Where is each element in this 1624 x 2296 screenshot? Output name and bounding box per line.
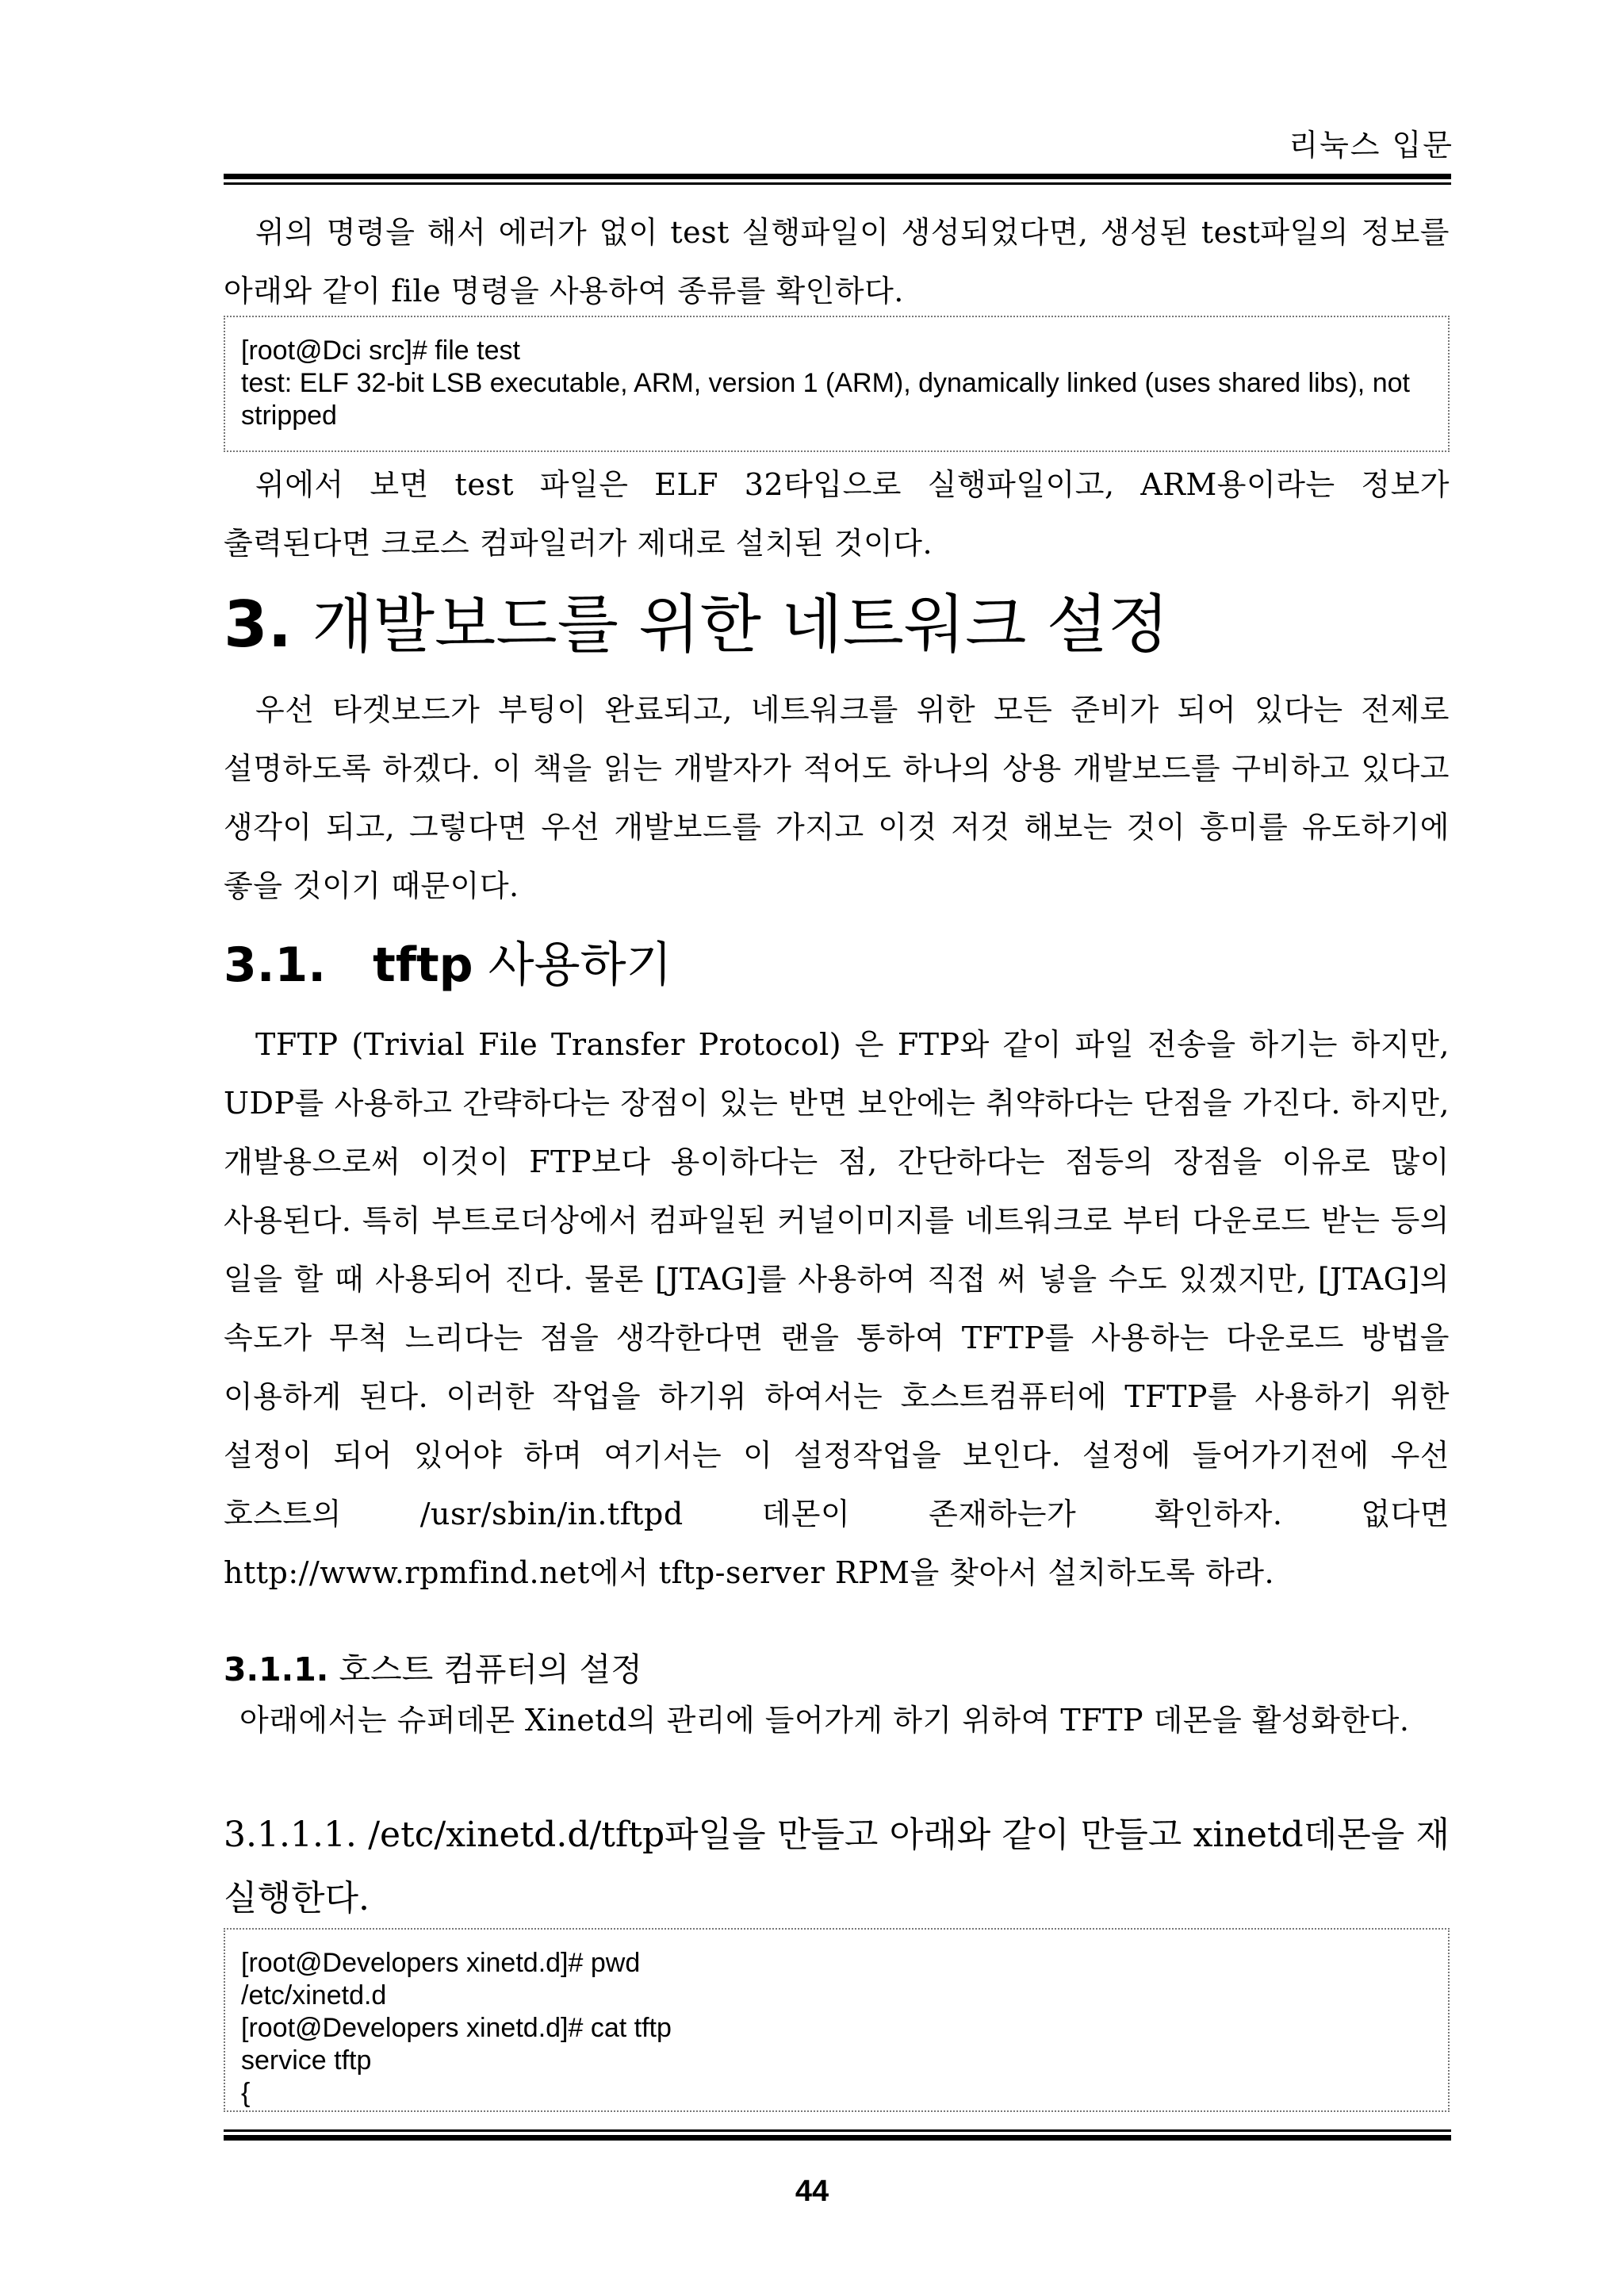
paragraph-tftp-description: TFTP (Trivial File Transfer Protocol) 은 FTP와 같이 파일 전송을 하기는 하지만, UDP를 사용하고 간략하다는 장점이 있는 반면 보안에는 취약하다는 단점을 가진다. 하지만, 개발용으로써 이것이 FTP보다 용이하다는 점, 간단하다는 점등의 장점을 이유로 많이 사용된다. 특히 부트로더상에서 컴파일된 커널이미지를 네트워크로 부터 다운로드 받는 등의 일을 할 때 사용되어 진다. 물론 [JTAG]를 사용하여 직접 써 넣을 수도 있겠지만, [JTAG]의 속도가 무척 느리다는 점을 생각한다면 랜을 통하여 TFTP를 사용하는 다운로드 방법을 이용하게 된다. 이러한 작업을 하기위 하여서는 호스트컴퓨터에 TFTP를 사용하기 위한 설정이 되어 있어야 하며 여기서는 이 설정작업을 보인다. 설정에 들어가기전에 우선 호스트의 /usr/sbin/in.tftpd 데몬이 존재하는가 확인하자. 없다면 http://www.rpmfind.net에서 tftp-server RPM을 찾아서 설치하도록 하라. <box>224 1027 1450 1590</box>
code-line: test: ELF 32-bit LSB executable, ARM, version 1 (ARM), dynamically linked (uses shared libs), not stripped <box>241 368 1418 431</box>
code-line: [root@Developers xinetd.d]# cat tftp <box>241 2013 672 2043</box>
section-title: 호스트 컴퓨터의 설정 <box>339 1650 642 1688</box>
code-block-file-test <box>224 316 1450 452</box>
code-line: [root@Developers xinetd.d]# pwd <box>241 1948 641 1978</box>
code-line: [root@Dci src]# file test <box>241 335 520 366</box>
code-line: service tftp <box>241 2045 372 2076</box>
header-rule-thin <box>224 182 1451 185</box>
code-line: /etc/xinetd.d <box>241 1980 387 2010</box>
section-title: 개발보드를 위한 네트워크 설정 <box>312 588 1170 661</box>
code-line: { <box>241 2078 251 2108</box>
section-heading-3-1-1 <box>224 1650 642 1688</box>
paragraph-elf-result: 위에서 보면 test 파일은 ELF 32타입으로 실행파일이고, ARM용이라는 정보가 출력된다면 크로스 컴파일러가 제대로 설치된 것이다. <box>224 467 1450 561</box>
section-number: 3.1.1. <box>224 1650 329 1688</box>
page-number: 44 <box>795 2175 829 2208</box>
footer-rule-thin <box>224 2129 1451 2132</box>
header-rule-thick <box>224 174 1451 179</box>
section-number: 3.1. <box>224 937 327 993</box>
paragraph-xinetd-intro: 아래에서는 슈퍼데몬 Xinetd의 관리에 들어가게 하기 위하여 TFTP 데몬을 활성화한다. <box>239 1703 1410 1738</box>
section-number: 3. <box>224 588 293 661</box>
running-header-title: 리눅스 입문 <box>1289 128 1454 163</box>
section-title: 사용하기 <box>488 937 672 993</box>
section-heading-3 <box>224 588 1170 661</box>
section-heading-3-1 <box>224 937 672 993</box>
code-block-xinetd-tftp <box>224 1928 1450 2112</box>
paragraph-board-setup: 우선 타겟보드가 부팅이 완료되고, 네트워크를 위한 모든 준비가 되어 있다는 전제로 설명하도록 하겠다. 이 책을 읽는 개발자가 적어도 하나의 상용 개발보드를 구비하고 있다고 생각이 되고, 그렇다면 우선 개발보드를 가지고 이것 저것 해보는 것이 흥미를 유도하기에 좋을 것이기 때문이다. <box>224 692 1450 903</box>
section-keyword: tftp <box>373 937 473 993</box>
paragraph-file-command-intro: 위의 명령을 해서 에러가 없이 test 실행파일이 생성되었다면, 생성된 test파일의 정보를 아래와 같이 file 명령을 사용하여 종류를 확인하다. <box>224 215 1450 309</box>
footer-rule-thick <box>224 2135 1451 2141</box>
section-heading-3-1-1-1: 3.1.1.1. /etc/xinetd.d/tftp파일을 만들고 아래와 같이 만들고 xinetd데몬을 재실행한다. <box>224 1815 1450 1918</box>
